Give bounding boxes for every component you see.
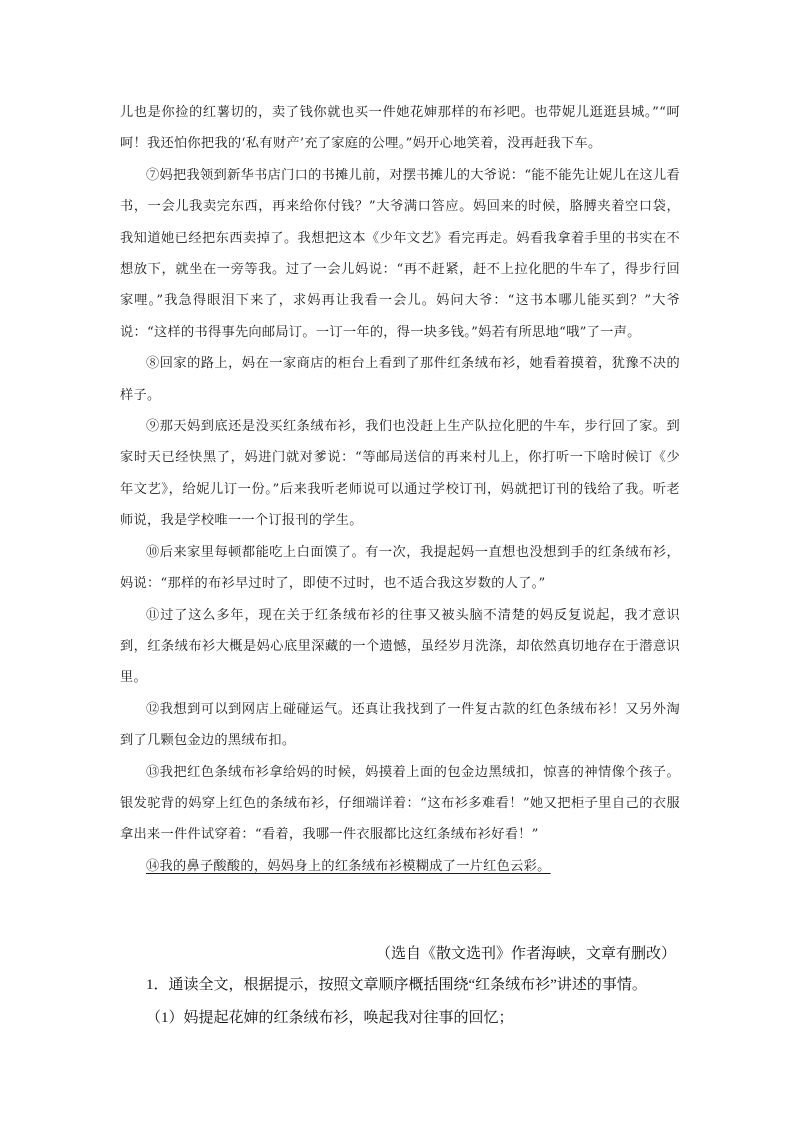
paragraph-9: ⑨那天妈到底还是没买红条绒布衫，我们也没赶上生产队拉化肥的牛车，步行回了家。到家时天已经快黑了，妈进门就对爹说：“等邮局送信的再来村儿上，你打听一下啥时候订《少年文艺》，给妮儿订一份。”后来我听老师说可以通过学校订刊，妈就把订刊的钱给了我。听老师说，我是学校唯一一个订报刊的学生。 (120, 419, 680, 529)
paragraph-13: ⑬我把红色条绒布衫拿给妈的时候，妈摸着上面的包金边黑绒扣，惊喜的神情像个孩子。银发驼背的妈穿上红色的条绒布衫，仔细端详着：“这布衫多难看！”她又把柜子里自己的衣服拿出来一件件试穿着：“看着，我哪一件衣服都比这红条绒布衫好看！” (120, 764, 680, 843)
question-1-item-1: （1）妈提起花婶的红条绒布衫，唤起我对往事的回忆； (146, 1010, 514, 1026)
source-citation: （选自《散文选刊》作者海峡，文章有删改） (375, 946, 676, 962)
paragraph-8: ⑧回家的路上，妈在一家商店的柜台上看到了那件红条绒布衫，她看着摸着，犹豫不决的样子。 (120, 356, 680, 403)
paragraph-12: ⑫我想到可以到网店上碰碰运气。还真让我找到了一件复古款的红色条绒布衫！又另外淘到了几颗包金边的黑绒布扣。 (120, 701, 680, 749)
underlined-sentence: ⑭我的鼻子酸酸的，妈妈身上的红条绒布衫模糊成了一片红色云彩。 (146, 858, 551, 874)
question-1: 1．通读全文，根据提示，按照文章顺序概括围绕“红条绒布衫”讲述的事情。 (146, 977, 647, 993)
paragraph-14 (120, 851, 680, 882)
paragraph-11: ⑪过了这么多年，现在关于红条绒布衫的往事又被头脑不清楚的妈反复说起，我才意识到，红条绒布衫大概是妈心底里深藏的一个遗憾，虽经岁月洗涤，却依然真切地存在于潜意识里。 (120, 607, 680, 686)
paragraph-continued: 儿也是你捡的红薯切的，卖了钱你就也买一件她花婶那样的布衫吧。也带妮儿逛逛县城。”“呵呵！我还怕你把我的‘私有财产’充了家庭的公哩。”妈开心地笑着，没再赶我下车。 (120, 105, 680, 152)
paragraph-7: ⑦妈把我领到新华书店门口的书摊儿前，对摆书摊儿的大爷说：“能不能先让妮儿在这儿看书，一会儿我卖完东西，再来给你付钱？”大爷满口答应。妈回来的时候，胳膊夹着空口袋，我知道她已经把东西卖掉了。我想把这本《少年文艺》看完再走。妈看我拿着手里的书实在不想放下，就坐在一旁等我。过了一会儿妈说：“再不赶紧，赶不上拉化肥的牛车了，得步行回家哩。”我急得眼泪下来了，求妈再让我看一会儿。妈问大爷：“这书本哪儿能买到？”大爷说：“这样的书得事先向邮局订。一订一年的，得一块多钱。”妈若有所思地“哦”了一声。 (120, 167, 680, 340)
story-text (120, 97, 680, 882)
paragraph-10: ⑩后来家里每顿都能吃上白面馍了。有一次，我提起妈一直想也没想到手的红条绒布衫，妈说：“那样的布衫早过时了，即使不过时，也不适合我这岁数的人了。” (120, 544, 680, 592)
